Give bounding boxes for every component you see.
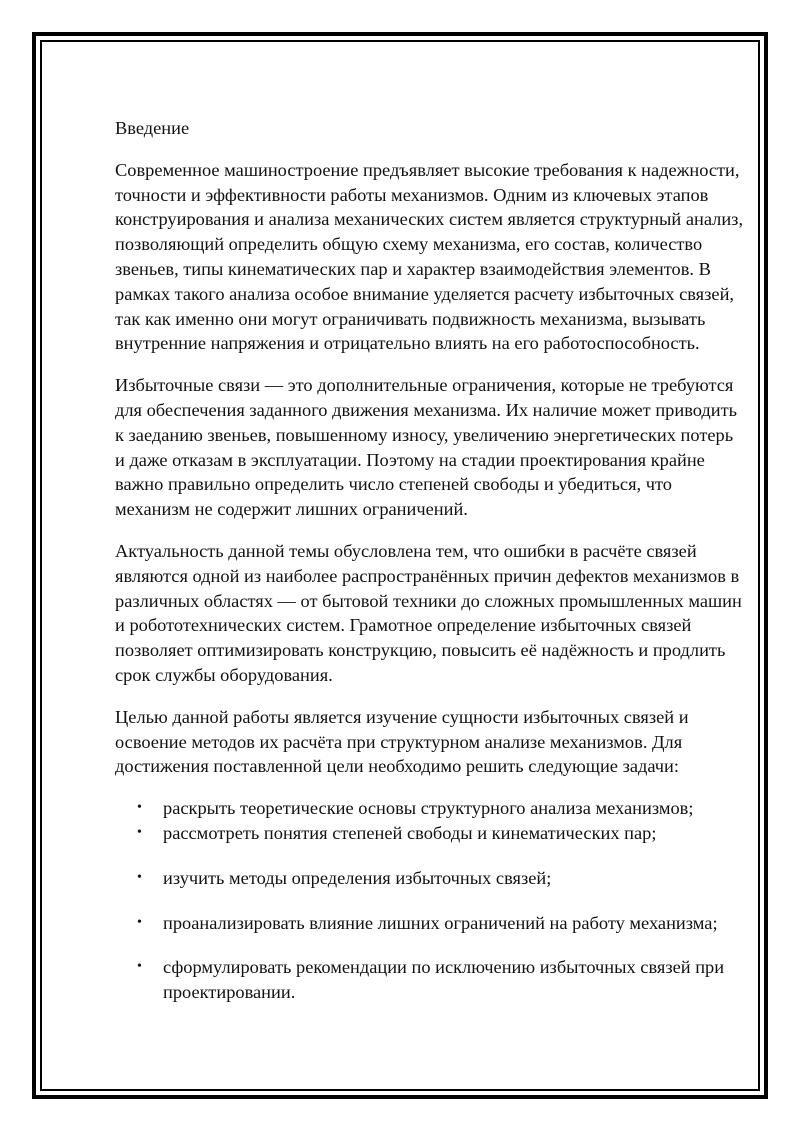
list-item-text: изучить методы определения избыточных связей; [163,867,552,888]
document-body [115,116,745,1005]
list-item [115,911,745,936]
list-item-text: рассмотреть понятия степеней свободы и кинематических пар; [163,822,657,843]
list-item-text: проанализировать влияние лишних ограничений на работу механизма; [163,912,718,933]
paragraph-2: Избыточные связи — это дополнительные ограничения, которые не требуются для обеспечения заданного движения механизма. Их наличие может приводить к заеданию звеньев, повышенному износу, увеличению энергетических потерь и даже отказам в эксплуатации. Поэтому на стадии проектирования крайне важно правильно определить число степеней свободы и убедиться, что механизм не содержит лишних ограничений. [115,375,738,520]
list-item [115,796,745,821]
bullet-icon: • [137,914,142,930]
bullet-icon: • [137,959,142,975]
bullet-icon: • [137,800,142,816]
bullet-icon: • [137,824,142,840]
list-item [115,866,745,891]
paragraph-1: Современное машиностроение предъявляет высокие требования к надежности, точности и эффективности работы механизмов. Одним из ключевых этапов конструирования и анализа механических систем является структурный анализ, позволяющий определить общую схему механизма, его состав, количество звеньев, типы кинематических пар и характер взаимодействия элементов. В рамках такого анализа особое внимание уделяется расчету избыточных связей, так как именно они могут ограничивать подвижность механизма, вызывать внутренние напряжения и отрицательно влиять на его работоспособность. [115,159,744,354]
list-item-text: раскрыть теоретические основы структурного анализа механизмов; [163,798,694,819]
paragraph-4: Целью данной работы является изучение сущности избыточных связей и освоение методов их расчёта при структурном анализе механизмов. Для достижения поставленной цели необходимо решить следующие задачи: [115,706,689,777]
list-item [115,821,745,846]
bullet-icon: • [137,869,142,885]
paragraph-3: Актуальность данной темы обусловлена тем, что ошибки в расчёте связей являются одной из наиболее распространённых причин дефектов механизмов в различных областях — от бытовой техники до сложных промышленных машин и робототехнических систем. Грамотное определение избыточных связей позволяет оптимизировать конструкцию, повысить её надёжность и продлить срок службы оборудования. [115,540,742,685]
section-heading: Введение [115,118,190,138]
list-item-text: сформулировать рекомендации по исключению избыточных связей при проектировании. [163,957,725,1003]
task-list [115,796,745,1005]
list-item [115,955,745,1005]
